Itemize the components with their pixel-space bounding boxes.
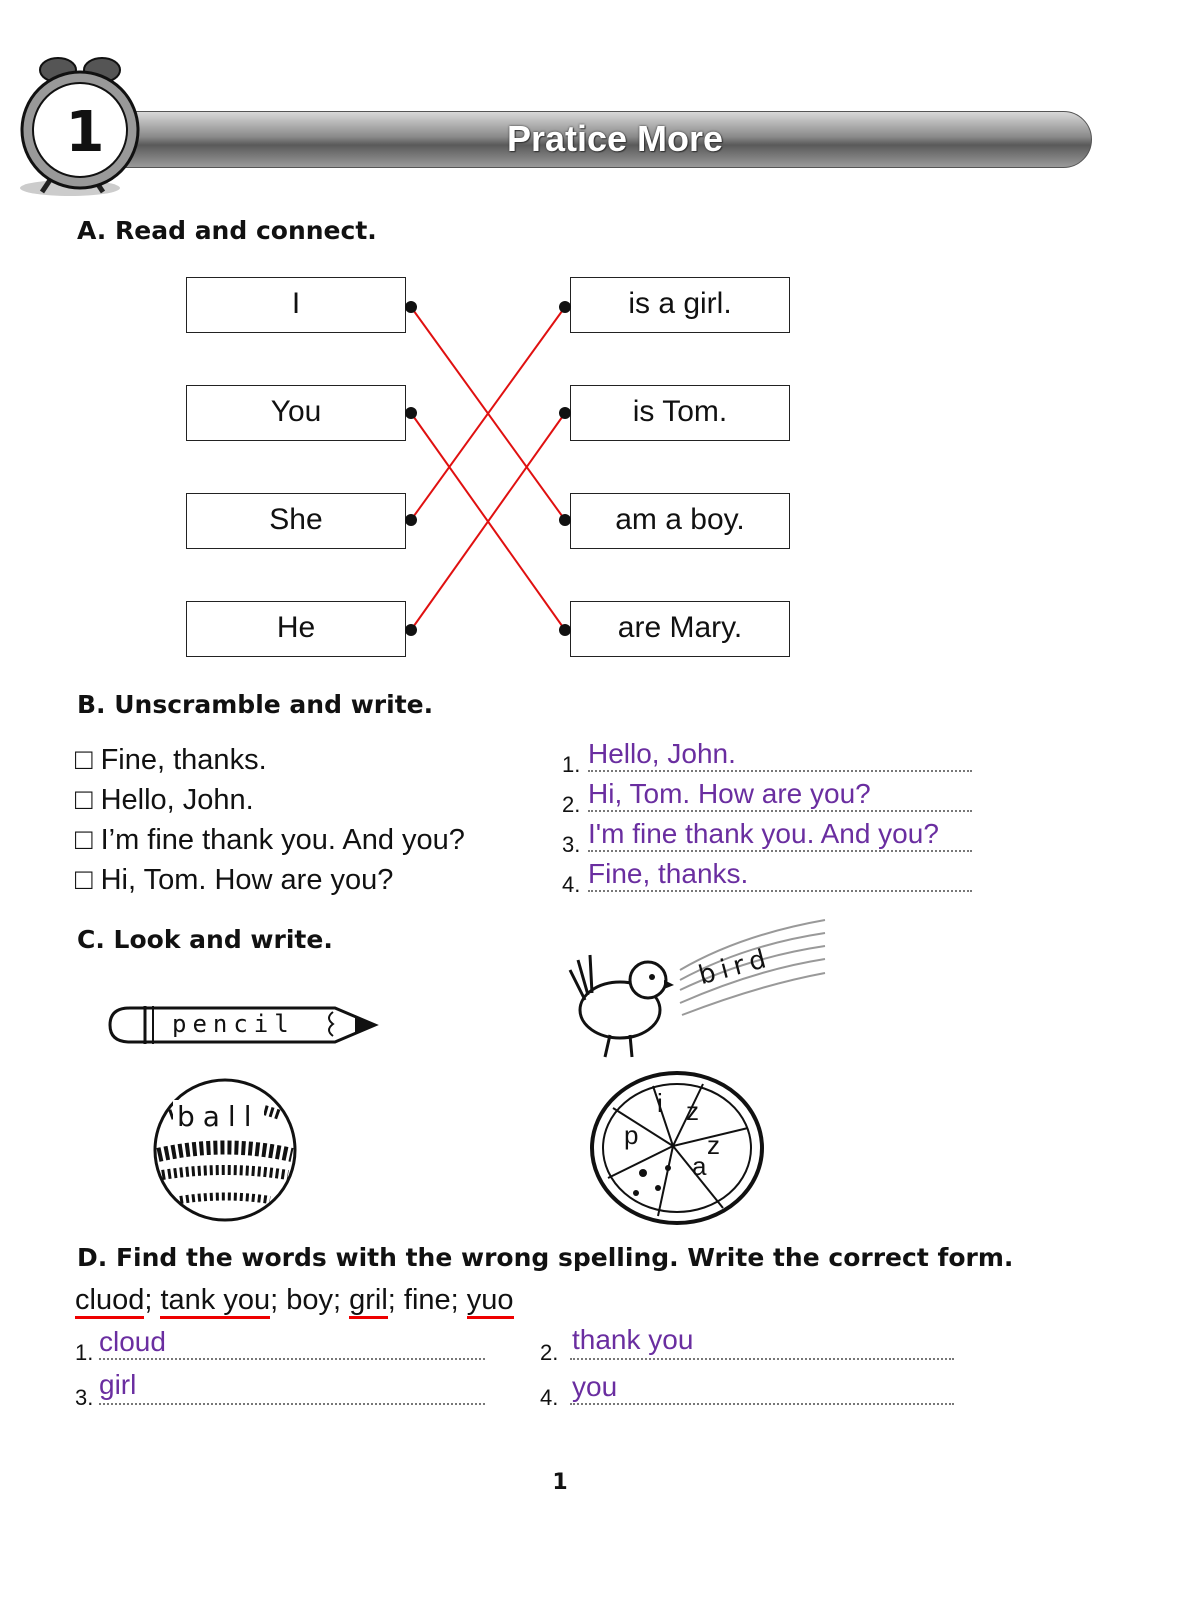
- scramble-item-text: Hi, Tom. How are you?: [100, 864, 394, 896]
- separator: ;: [270, 1284, 287, 1316]
- scramble-item-4: [75, 862, 393, 898]
- pizza-letter-a: a: [692, 1151, 707, 1181]
- answer-line-2: [562, 778, 972, 817]
- word-list: [75, 1282, 514, 1318]
- pizza-letter-p: p: [624, 1120, 639, 1150]
- connector-lines: [0, 0, 1181, 700]
- correction-line-4: [540, 1371, 954, 1410]
- separator: ;: [332, 1284, 350, 1316]
- checkbox-icon: □: [75, 824, 93, 856]
- answer-text: Fine, thanks.: [588, 858, 749, 889]
- section-a-heading: A. Read and connect.: [77, 216, 377, 245]
- word: boy: [286, 1284, 333, 1316]
- answer-text: Hi, Tom. How are you?: [588, 778, 871, 809]
- right-box-4: are Mary.: [570, 601, 790, 657]
- left-box-4: He: [186, 601, 406, 657]
- checkbox-icon: □: [75, 784, 93, 816]
- correction-text: you: [572, 1371, 618, 1402]
- scramble-item-3: [75, 822, 465, 858]
- pizza-icon: [588, 1068, 766, 1228]
- unit-number: 1: [65, 100, 105, 165]
- pizza-letter-i: i: [657, 1088, 663, 1118]
- correction-number: 3.: [75, 1385, 94, 1410]
- correction-number: 2.: [540, 1340, 559, 1365]
- section-b-heading: B. Unscramble and write.: [77, 690, 434, 719]
- bird-word: bird: [695, 942, 776, 992]
- left-box-1: I: [186, 277, 406, 333]
- page-title: Pratice More: [506, 118, 724, 159]
- correction-number: 1.: [75, 1340, 94, 1365]
- misspelled-word: yuo: [467, 1284, 514, 1319]
- answer-line-3: [562, 818, 972, 857]
- left-box-3: She: [186, 493, 406, 549]
- scramble-item-1: [75, 742, 267, 778]
- answer-number: 4.: [562, 872, 581, 897]
- separator: ;: [450, 1284, 467, 1316]
- misspelled-word: gril: [349, 1284, 388, 1319]
- right-box-2: is Tom.: [570, 385, 790, 441]
- scramble-item-text: Fine, thanks.: [100, 744, 267, 776]
- checkbox-icon: □: [75, 864, 93, 896]
- correction-text: cloud: [99, 1326, 166, 1357]
- bird-icon: [560, 915, 835, 1065]
- checkbox-icon: □: [75, 744, 93, 776]
- section-d-heading: D. Find the words with the wrong spelling. Write the correct form.: [77, 1243, 1014, 1272]
- page-number: 1: [552, 1470, 568, 1495]
- scramble-item-text: Hello, John.: [100, 784, 254, 816]
- correction-line-3: [75, 1369, 485, 1410]
- right-box-1: is a girl.: [570, 277, 790, 333]
- separator: ;: [387, 1284, 404, 1316]
- pencil-word: pencil: [172, 1010, 295, 1038]
- pizza-letter-z2: z: [707, 1130, 720, 1160]
- answer-number: 1.: [562, 752, 581, 777]
- ball-word: ball: [173, 1100, 264, 1133]
- correction-number: 4.: [540, 1385, 559, 1410]
- section-c-heading: C. Look and write.: [77, 925, 333, 954]
- correction-line-1: [75, 1326, 485, 1365]
- answer-number: 3.: [562, 832, 581, 857]
- answer-text: Hello, John.: [588, 738, 736, 769]
- misspelled-word: cluod: [75, 1284, 144, 1319]
- answer-line-1: [562, 738, 972, 777]
- scramble-item-2: [75, 782, 254, 818]
- ball-icon: [150, 1075, 300, 1225]
- answer-text: I'm fine thank you. And you?: [588, 818, 939, 849]
- answer-number: 2.: [562, 792, 581, 817]
- pizza-letter-z1: z: [686, 1096, 699, 1126]
- misspelled-word: tank you: [160, 1284, 270, 1319]
- separator: ;: [144, 1284, 161, 1316]
- answer-line-4: [562, 858, 972, 897]
- word: fine: [403, 1284, 451, 1316]
- correction-text: thank you: [572, 1324, 694, 1355]
- left-box-2: You: [186, 385, 406, 441]
- correction-line-2: [540, 1324, 954, 1365]
- right-box-3: am a boy.: [570, 493, 790, 549]
- correction-text: girl: [99, 1369, 137, 1400]
- scramble-item-text: I’m fine thank you. And you?: [100, 824, 465, 856]
